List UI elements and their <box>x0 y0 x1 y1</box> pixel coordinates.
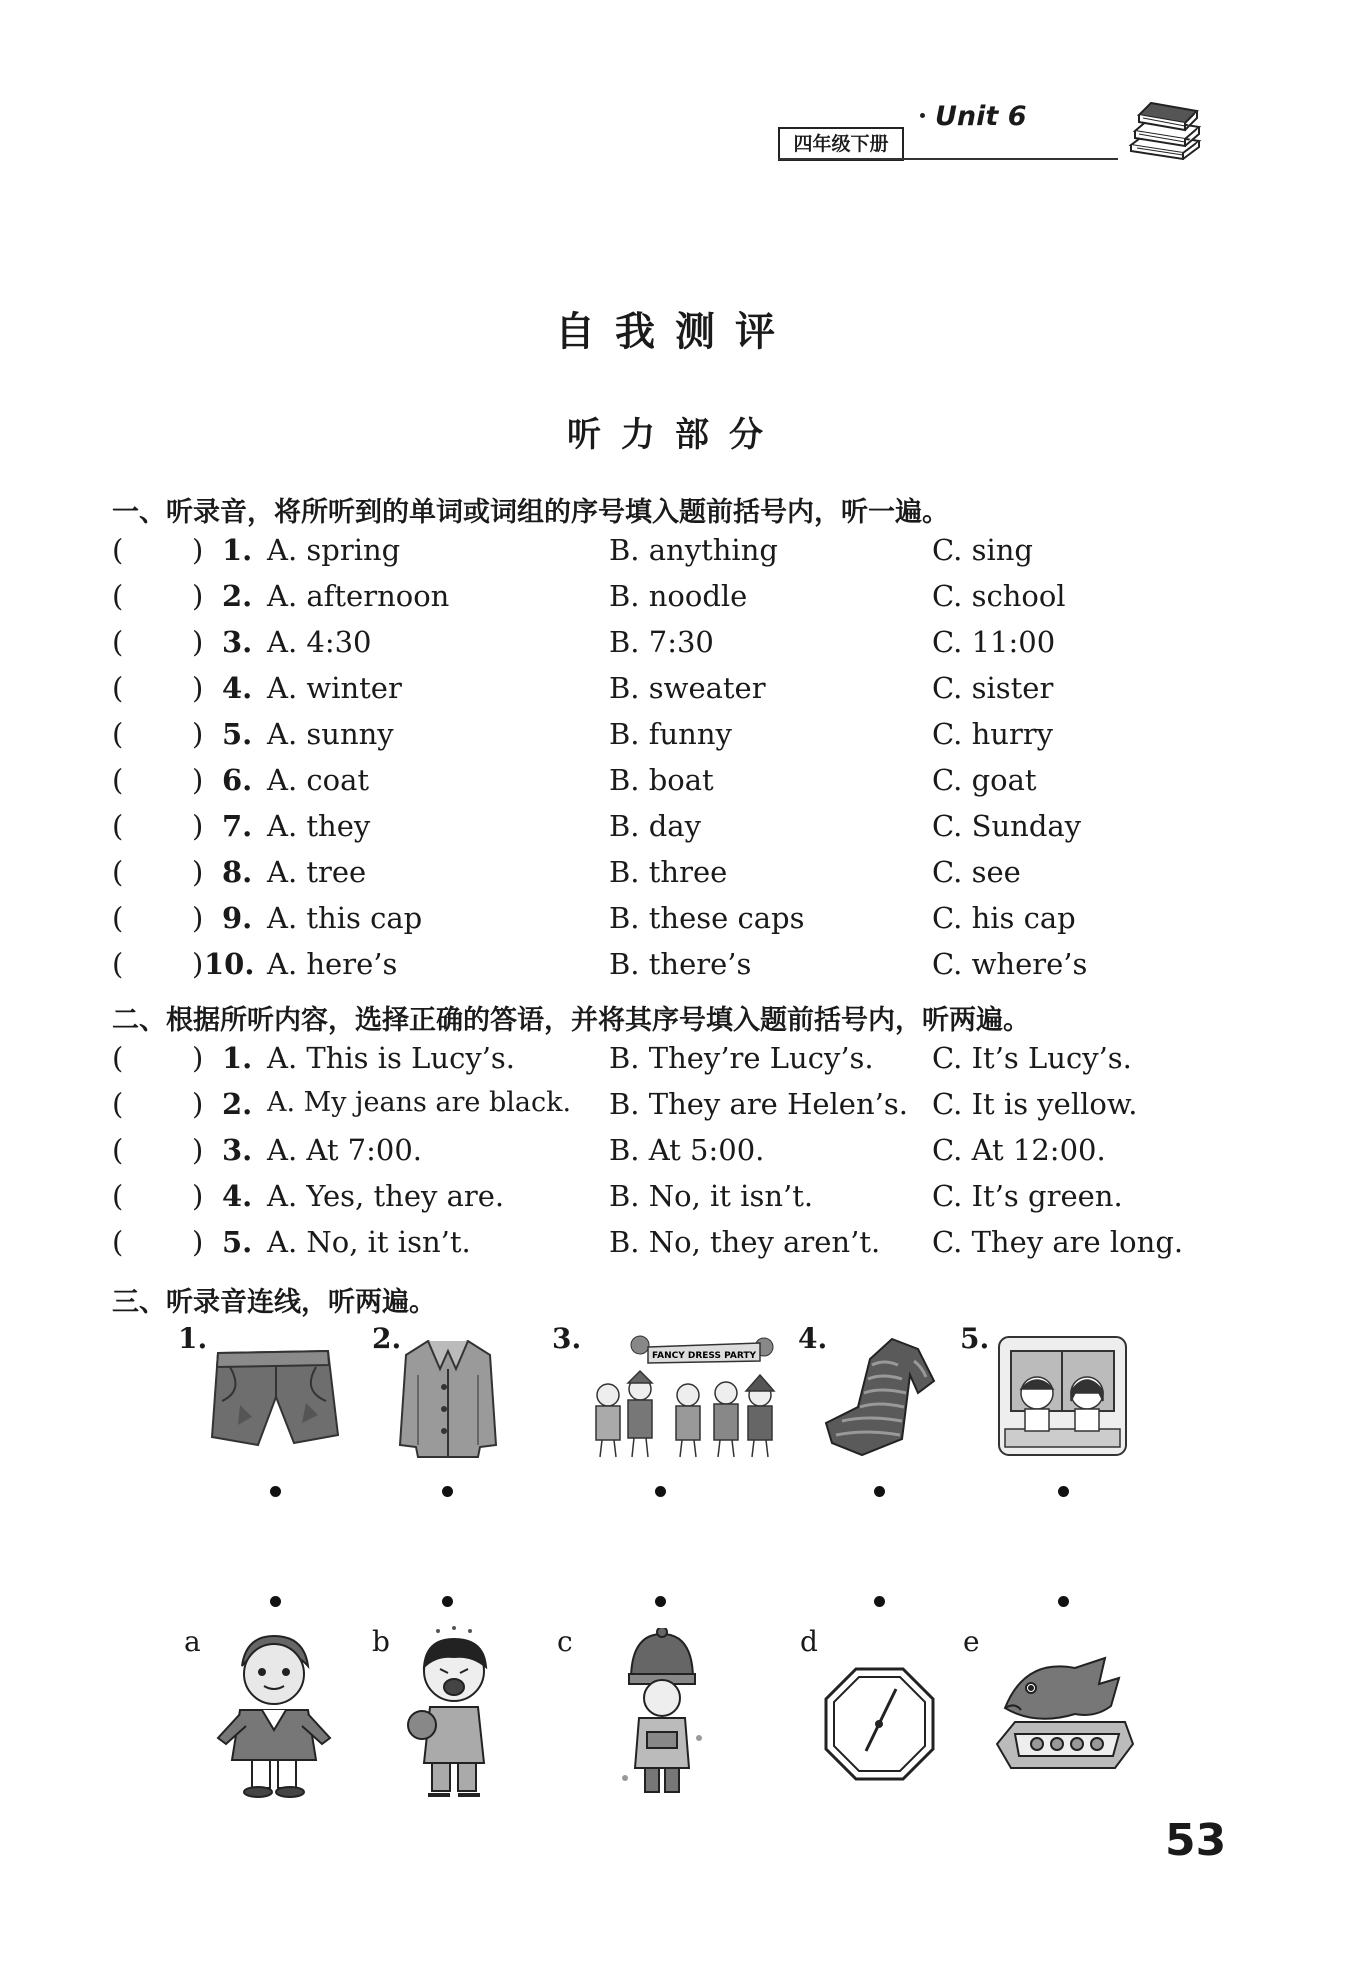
option-b: B. No, they aren’t. <box>609 1225 881 1259</box>
child-in-hat-picture <box>615 1628 710 1803</box>
option-a: A. 4:30 <box>267 625 372 659</box>
answer-bracket-open: ( <box>112 1041 124 1075</box>
answer-bracket-close: ) <box>192 1225 204 1259</box>
option-c: C. It is yellow. <box>932 1087 1138 1121</box>
match-dot-top[interactable] <box>270 1486 281 1497</box>
question-number: 1. <box>222 1041 253 1075</box>
question-number: 10. <box>204 947 255 981</box>
question-number: 8. <box>222 855 253 889</box>
picture-letter: c <box>557 1625 573 1658</box>
answer-bracket-close: ) <box>192 671 204 705</box>
option-c: C. It’s green. <box>932 1179 1123 1213</box>
grade-label: 四年级下册 <box>778 127 904 161</box>
picture-number: 5. <box>960 1322 990 1355</box>
header-dot <box>920 113 925 118</box>
picture-number: 2. <box>372 1322 402 1355</box>
section2-heading: 二、根据所听内容，选择正确的答语，并将其序号填入题前括号内，听两遍。 <box>112 1005 1030 1036</box>
option-c: C. school <box>932 579 1066 613</box>
question-number: 2. <box>222 1087 253 1121</box>
picture-letter: a <box>184 1625 201 1658</box>
option-b: B. anything <box>609 533 778 567</box>
option-c: C. sister <box>932 671 1054 705</box>
answer-bracket-open: ( <box>112 809 124 843</box>
option-b: B. there’s <box>609 947 752 981</box>
option-c: C. Sunday <box>932 809 1082 843</box>
match-dot-bottom[interactable] <box>1058 1596 1069 1607</box>
option-b: B. 7:30 <box>609 625 714 659</box>
option-a: A. My jeans are black. <box>267 1087 572 1118</box>
question-number: 1. <box>222 533 253 567</box>
option-a: A. this cap <box>267 901 423 935</box>
question-number: 7. <box>222 809 253 843</box>
option-a: A. No, it isn’t. <box>267 1225 471 1259</box>
answer-bracket-close: ) <box>192 625 204 659</box>
answer-bracket-open: ( <box>112 1087 124 1121</box>
option-a: A. here’s <box>267 947 398 981</box>
question-number: 2. <box>222 579 253 613</box>
match-dot-bottom[interactable] <box>874 1596 885 1607</box>
answer-bracket-close: ) <box>192 901 204 935</box>
option-b: B. sweater <box>609 671 766 705</box>
option-a: A. winter <box>267 671 402 705</box>
option-a: A. spring <box>267 533 401 567</box>
question-number: 9. <box>222 901 253 935</box>
option-c: C. It’s Lucy’s. <box>932 1041 1132 1075</box>
question-number: 5. <box>222 717 253 751</box>
option-c: C. where’s <box>932 947 1088 981</box>
option-a: A. afternoon <box>267 579 450 613</box>
books-icon <box>1125 95 1205 161</box>
option-a: A. sunny <box>267 717 394 751</box>
option-a: A. At 7:00. <box>267 1133 423 1167</box>
option-a: A. coat <box>267 763 370 797</box>
picture-number: 3. <box>552 1322 582 1355</box>
option-b: B. noodle <box>609 579 748 613</box>
answer-bracket-close: ) <box>192 579 204 613</box>
question-row <box>112 1225 1262 1269</box>
match-dot-bottom[interactable] <box>270 1596 281 1607</box>
picture-letter: d <box>800 1625 818 1658</box>
question-number: 3. <box>222 625 253 659</box>
question-row <box>112 1087 1262 1131</box>
option-b: B. At 5:00. <box>609 1133 765 1167</box>
answer-bracket-close: ) <box>192 855 204 889</box>
question-number: 5. <box>222 1225 253 1259</box>
question-number: 3. <box>222 1133 253 1167</box>
option-a: A. tree <box>267 855 367 889</box>
answer-bracket-close: ) <box>192 717 204 751</box>
match-dot-top[interactable] <box>655 1486 666 1497</box>
answer-bracket-close: ) <box>192 1087 204 1121</box>
option-b: B. day <box>609 809 701 843</box>
answer-bracket-open: ( <box>112 855 124 889</box>
answer-bracket-close: ) <box>192 1133 204 1167</box>
page-header <box>770 95 1210 170</box>
answer-bracket-open: ( <box>112 671 124 705</box>
match-dot-bottom[interactable] <box>442 1596 453 1607</box>
answer-bracket-open: ( <box>112 1179 124 1213</box>
option-c: C. goat <box>932 763 1037 797</box>
picture-letter: b <box>372 1625 390 1658</box>
answer-bracket-open: ( <box>112 947 124 981</box>
question-row <box>112 1133 1262 1177</box>
question-row <box>112 809 1262 853</box>
question-row <box>112 763 1262 807</box>
option-a: A. Yes, they are. <box>267 1179 505 1213</box>
page-title: 自我测评 <box>555 309 795 355</box>
option-b: B. boat <box>609 763 714 797</box>
question-row <box>112 717 1262 761</box>
section3-heading: 三、听录音连线，听两遍。 <box>112 1287 436 1318</box>
unit-label: Unit 6 <box>935 101 1027 132</box>
question-row <box>112 533 1262 577</box>
shorts-picture <box>210 1345 340 1450</box>
question-number: 4. <box>222 671 253 705</box>
question-row <box>112 671 1262 715</box>
party-picture <box>578 1333 778 1463</box>
crying-boy-picture <box>392 1625 507 1805</box>
option-b: B. No, it isn’t. <box>609 1179 814 1213</box>
question-row <box>112 855 1262 899</box>
answer-bracket-open: ( <box>112 901 124 935</box>
match-dot-top[interactable] <box>442 1486 453 1497</box>
option-c: C. hurry <box>932 717 1054 751</box>
question-row <box>112 1179 1262 1223</box>
option-b: B. these caps <box>609 901 805 935</box>
answer-bracket-open: ( <box>112 533 124 567</box>
option-c: C. his cap <box>932 901 1076 935</box>
coat-picture <box>398 1335 498 1460</box>
answer-bracket-close: ) <box>192 1179 204 1213</box>
party-banner-text: FANCY DRESS PARTY <box>651 1351 757 1361</box>
answer-bracket-open: ( <box>112 625 124 659</box>
option-c: C. They are long. <box>932 1225 1184 1259</box>
question-row <box>112 625 1262 669</box>
option-a: A. they <box>267 809 371 843</box>
question-row <box>112 579 1262 623</box>
option-c: C. sing <box>932 533 1033 567</box>
option-a: A. This is Lucy’s. <box>267 1041 516 1075</box>
section-subtitle: 听力部分 <box>567 415 783 455</box>
answer-bracket-open: ( <box>112 763 124 797</box>
match-dot-bottom[interactable] <box>655 1596 666 1607</box>
section1-heading: 一、听录音，将所听到的单词或词组的序号填入题前括号内，听一遍。 <box>112 497 949 528</box>
answer-bracket-close: ) <box>192 763 204 797</box>
match-dot-top[interactable] <box>1058 1486 1069 1497</box>
header-rule <box>778 158 1118 160</box>
picture-number: 1. <box>178 1322 208 1355</box>
question-row <box>112 947 1262 991</box>
question-number: 6. <box>222 763 253 797</box>
question-number: 4. <box>222 1179 253 1213</box>
page-number: 53 <box>1165 1815 1227 1866</box>
window-children-picture <box>995 1333 1130 1461</box>
option-b: B. They are Helen’s. <box>609 1087 908 1121</box>
option-b: B. funny <box>609 717 732 751</box>
answer-bracket-close: ) <box>192 947 204 981</box>
answer-bracket-close: ) <box>192 1041 204 1075</box>
answer-bracket-open: ( <box>112 1225 124 1259</box>
option-b: B. three <box>609 855 728 889</box>
option-c: C. see <box>932 855 1021 889</box>
sweater-picture <box>822 1335 937 1460</box>
match-dot-top[interactable] <box>874 1486 885 1497</box>
picture-letter: e <box>963 1625 980 1658</box>
question-row <box>112 1041 1262 1085</box>
picture-number: 4. <box>798 1322 828 1355</box>
man-picture <box>212 1630 337 1800</box>
option-b: B. They’re Lucy’s. <box>609 1041 874 1075</box>
answer-bracket-close: ) <box>192 809 204 843</box>
question-row <box>112 901 1262 945</box>
option-c: C. At 12:00. <box>932 1133 1106 1167</box>
answer-bracket-close: ) <box>192 533 204 567</box>
answer-bracket-open: ( <box>112 1133 124 1167</box>
answer-bracket-open: ( <box>112 717 124 751</box>
clock-picture <box>822 1665 937 1783</box>
fish-dish-picture <box>995 1648 1135 1778</box>
answer-bracket-open: ( <box>112 579 124 613</box>
option-c: C. 11:00 <box>932 625 1056 659</box>
